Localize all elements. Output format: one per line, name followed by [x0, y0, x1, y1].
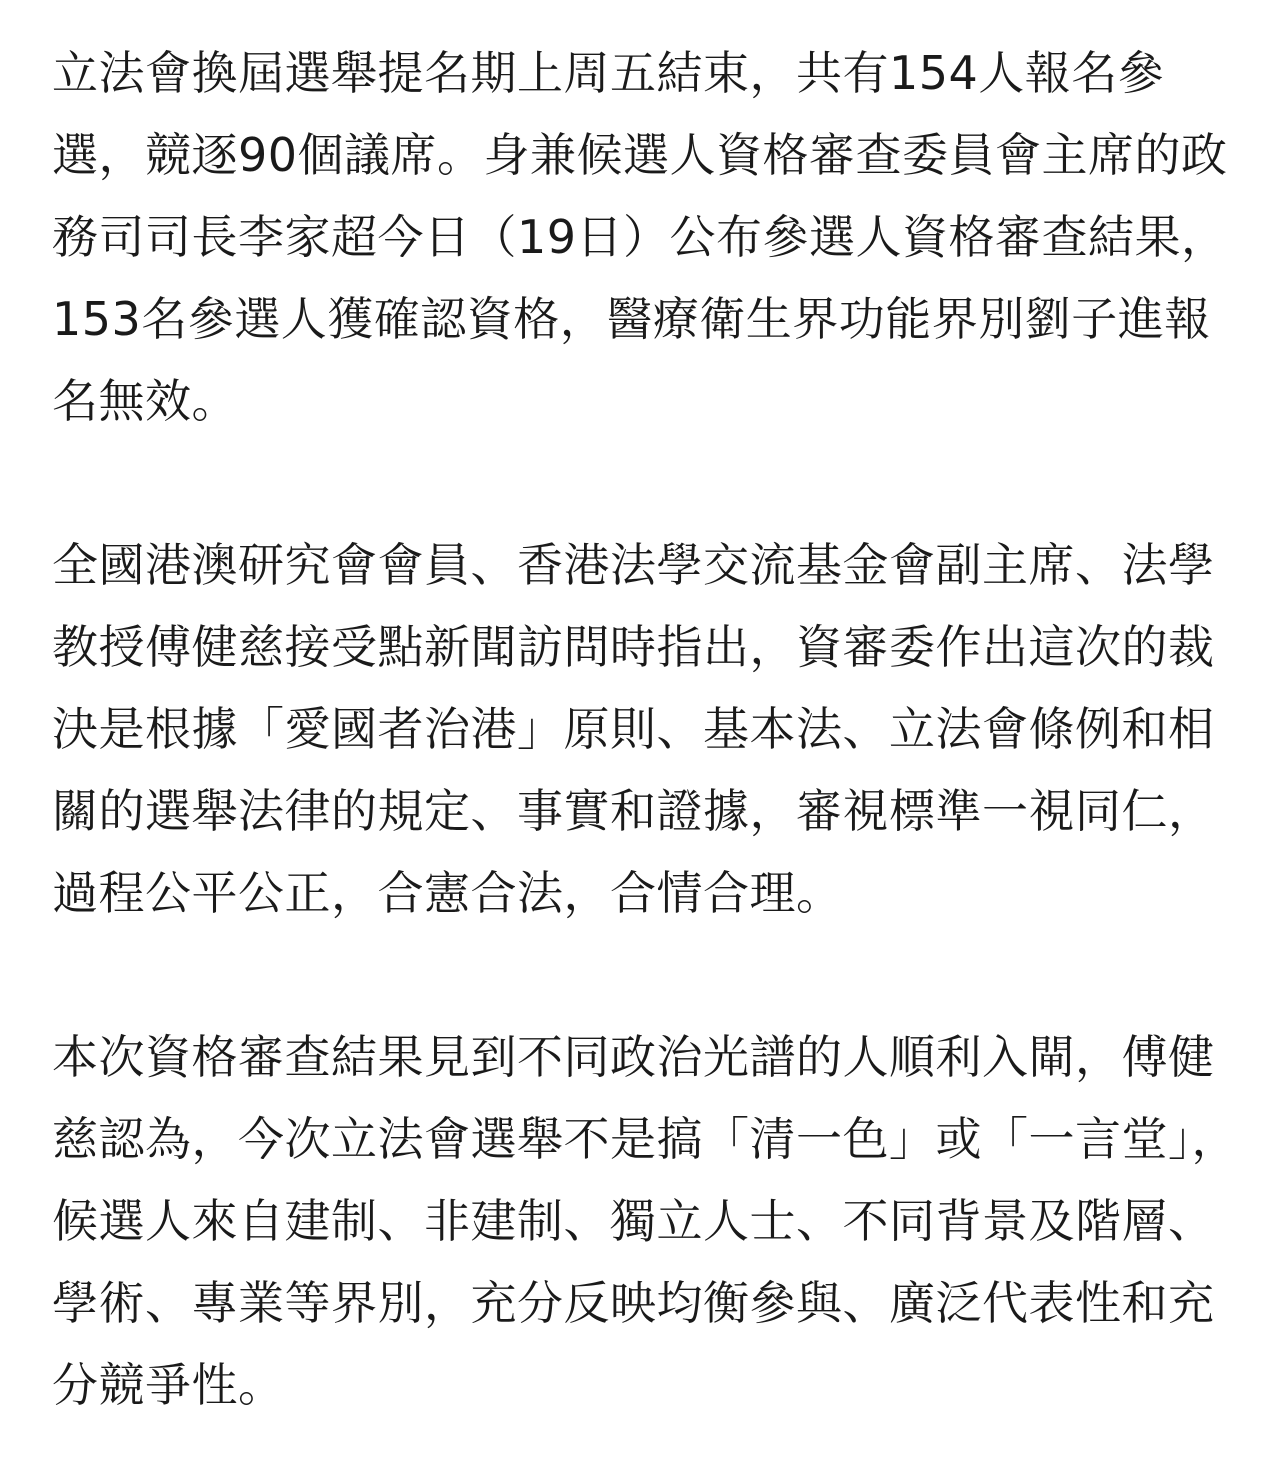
- paragraph-3: 本次資格審查結果見到不同政治光譜的人順利入閘，傅健慈認為，今次立法會選舉不是搞「清一色」或「一言堂」，候選人來自建制、非建制、獨立人士、不同背景及階層、學術、專業等界別，充分反映均衡參與、廣泛代表性和充分競爭性。: [52, 1030, 1238, 1412]
- paragraph-2: 全國港澳研究會會員、香港法學交流基金會副主席、法學教授傅健慈接受點新聞訪問時指出，資審委作出這次的裁決是根據「愛國者治港」原則、基本法、立法會條例和相關的選舉法律的規定、事實和證據，審視標準一視同仁，過程公平公正，合憲合法，合情合理。: [52, 538, 1215, 920]
- paragraph-1: 立法會換屆選舉提名期上周五結束，共有154人報名參選，競逐90個議席。身兼候選人資格審查委員會主席的政務司司長李家超今日（19日）公布參選人資格審查結果，153名參選人獲確認資格，醫療衛生界功能界別劉子進報名無效。: [52, 46, 1228, 428]
